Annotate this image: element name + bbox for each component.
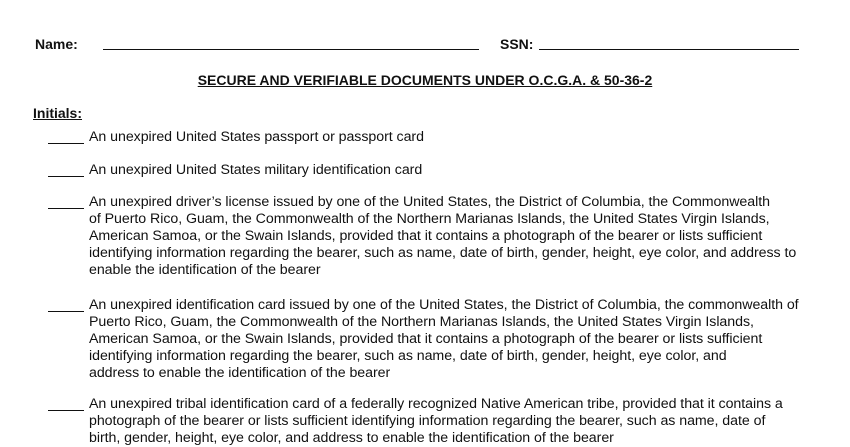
name-label: Name: (35, 36, 78, 52)
item-line: American Samoa, or the Swain Islands, provided that it contains a photograph of the bearer or lists sufficient (89, 228, 763, 244)
item-line: address to enable the identification of the bearer (89, 365, 391, 381)
item-drivers-license (89, 194, 809, 279)
initials-heading: Initials: (33, 105, 83, 121)
item-line: of Puerto Rico, Guam, the Commonwealth of the Northern Marianas Islands, the United States Virgin Islands, (89, 211, 770, 227)
item-line: identifying information regarding the bearer, such as name, date of birth, gender, height, eye color, and (89, 348, 727, 364)
initials-field-military-id[interactable] (48, 164, 84, 177)
item-line: photograph of the bearer or lists sufficient identifying information regarding the bearer, such as name, date of (89, 413, 766, 429)
initials-field-passport[interactable] (48, 131, 84, 144)
item-line: birth, gender, height, eye color, and address to enable the identification of the bearer (89, 430, 614, 446)
initials-field-state-id[interactable] (48, 299, 84, 312)
item-line: An unexpired identification card issued by one of the United States, the District of Columbia, the commonwealth of (89, 297, 799, 313)
item-line: enable the identification of the bearer (89, 262, 321, 278)
item-line: Puerto Rico, Guam, the Commonwealth of the Northern Marianas Islands, the United States Virgin Islands, (89, 314, 754, 330)
item-line: An unexpired United States military identification card (89, 162, 423, 178)
name-field[interactable] (103, 35, 479, 50)
document-title: SECURE AND VERIFIABLE DOCUMENTS UNDER O.C.G.A. & 50-36-2 (197, 72, 653, 88)
ssn-field[interactable] (539, 35, 799, 50)
item-line: identifying information regarding the bearer, such as name, date of birth, gender, height, eye color, and address to (89, 245, 797, 261)
item-state-id-card (89, 297, 809, 382)
item-line: An unexpired driver’s license issued by one of the United States, the District of Columbia, the Commonwealth (89, 194, 770, 210)
ssn-label: SSN: (500, 36, 534, 52)
item-passport (89, 129, 809, 146)
item-line: An unexpired tribal identification card of a federally recognized Native American tribe, provided that it contains a (89, 396, 783, 412)
initials-field-tribal-id[interactable] (48, 398, 84, 411)
item-line: An unexpired United States passport or passport card (89, 129, 424, 145)
initials-field-drivers-license[interactable] (48, 196, 84, 209)
item-line: American Samoa, or the Swain Islands, provided that it contains a photograph of the bearer or lists sufficient (89, 331, 763, 347)
item-military-id (89, 162, 809, 179)
item-tribal-id-card (89, 396, 809, 447)
